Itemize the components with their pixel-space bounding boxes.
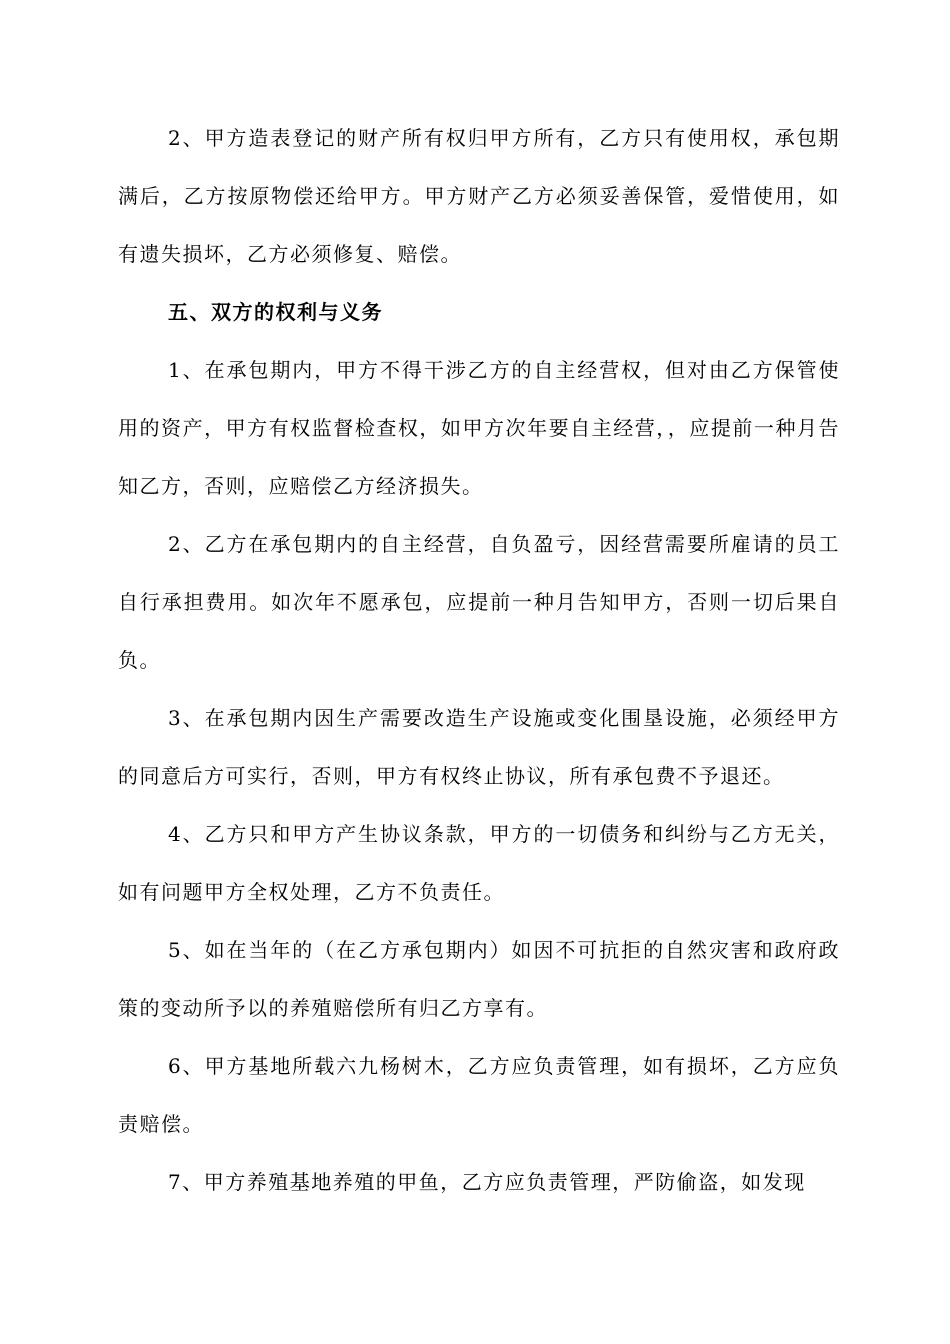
paragraph-clause-7: 7、甲方养殖基地养殖的甲鱼，乙方应负责管理，严防偷盗，如发现 [168, 1170, 806, 1194]
paragraph-clause-5: 5、如在当年的（在乙方承包期内）如因不可抗拒的自然灾害和政府政策的变动所予以的养殖赔偿所有归乙方享有。 [118, 938, 840, 1020]
paragraph-clause-4: 4、乙方只和甲方产生协议条款，甲方的一切债务和纠纷与乙方无关，如有问题甲方全权处理，乙方不负责任。 [118, 822, 840, 904]
paragraph-clause-6: 6、甲方基地所载六九杨树木，乙方应负责管理，如有损坏，乙方应负责赔偿。 [118, 1054, 840, 1136]
paragraph-clause-1: 1、在承包期内，甲方不得干涉乙方的自主经营权，但对由乙方保管使用的资产，甲方有权监督检查权，如甲方次年要自主经营，，应提前一种月告知乙方，否则，应赔偿乙方经济损失。 [118, 358, 840, 498]
document-body [118, 109, 840, 1211]
section-heading-rights-obligations: 五、双方的权利与义务 [168, 300, 383, 324]
paragraph-clause-3: 3、在承包期内因生产需要改造生产设施或变化围垦设施，必须经甲方的同意后方可实行，否则，甲方有权终止协议，所有承包费不予退还。 [118, 706, 840, 788]
paragraph-clause-2: 2、乙方在承包期内的自主经营，自负盈亏，因经营需要所雇请的员工自行承担费用。如次年不愿承包，应提前一种月告知甲方，否则一切后果自负。 [118, 532, 840, 672]
paragraph-property-ownership: 2、甲方造表登记的财产所有权归甲方所有，乙方只有使用权，承包期满后，乙方按原物偿还给甲方。甲方财产乙方必须妥善保管，爱惜使用，如有遗失损坏，乙方必须修复、赔偿。 [118, 126, 840, 266]
